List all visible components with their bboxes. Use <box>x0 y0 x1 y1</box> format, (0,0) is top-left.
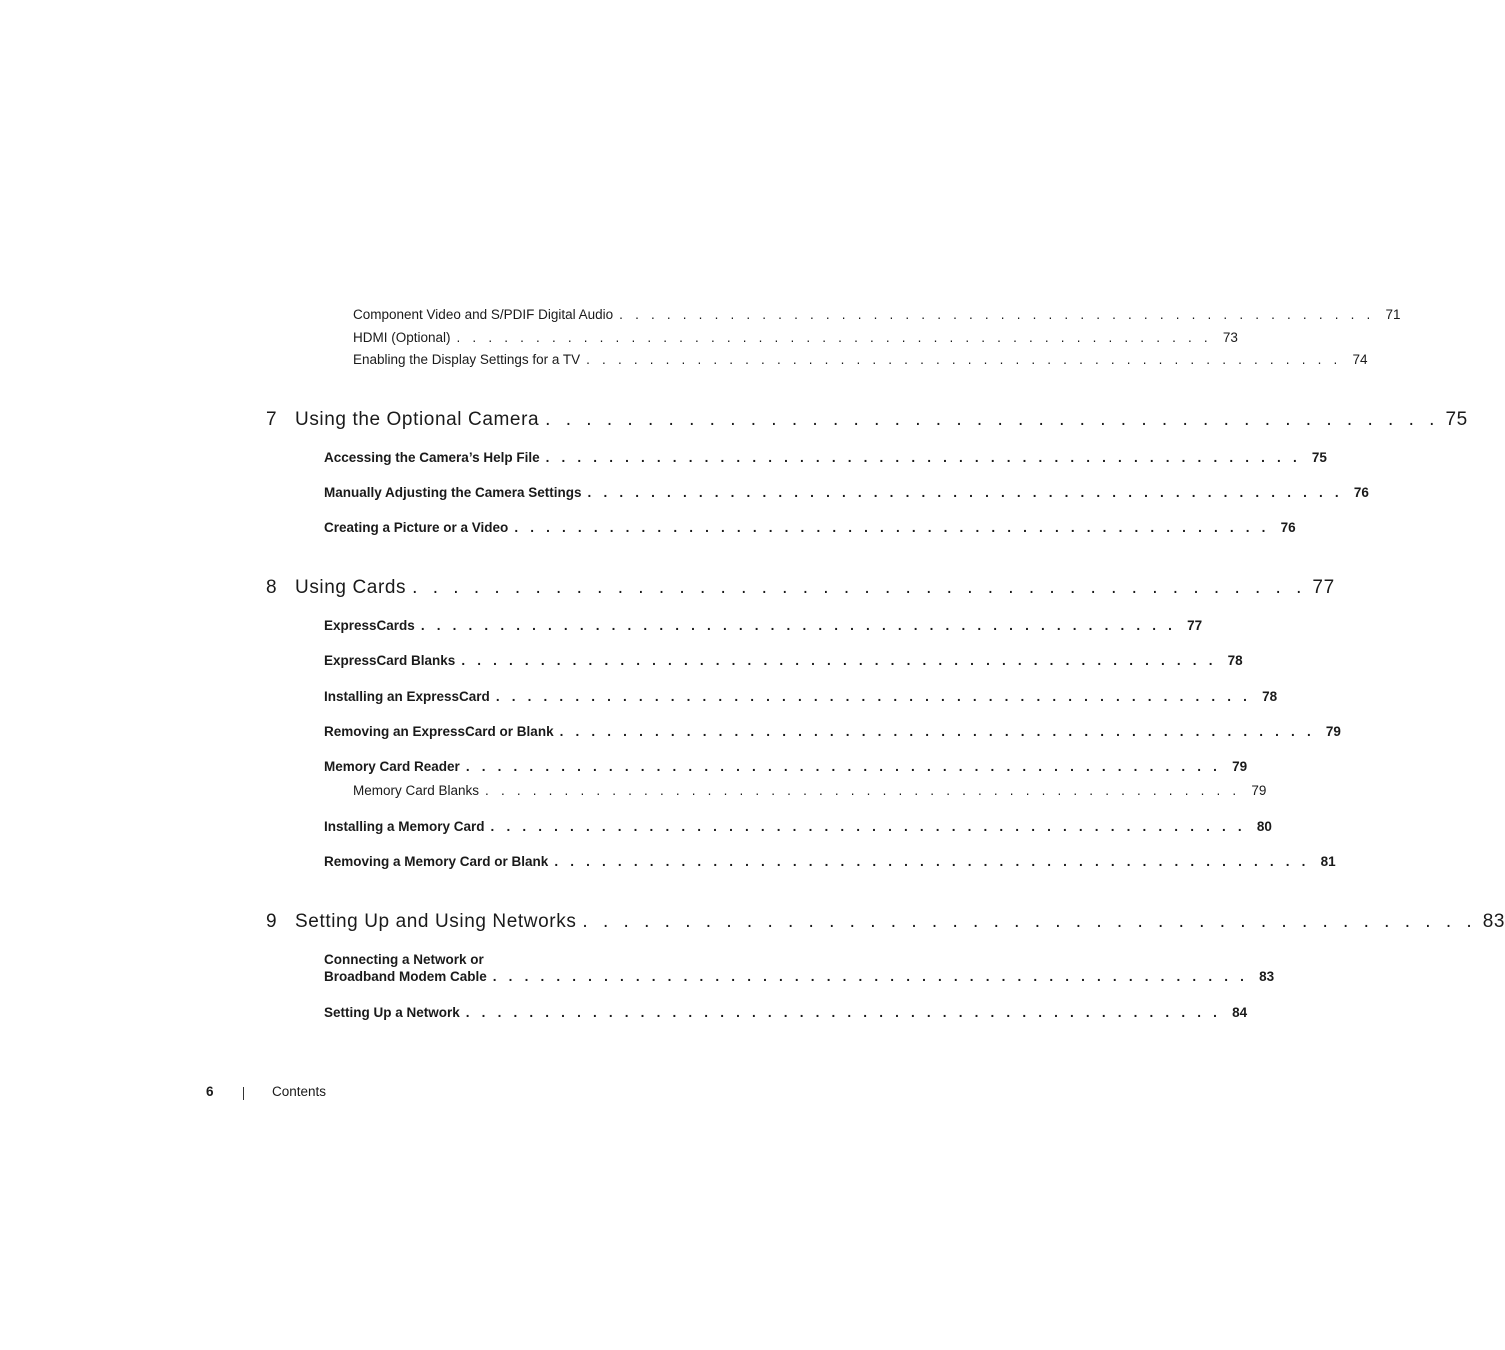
footer-page-number: 6 <box>206 1084 214 1099</box>
chapter-title: Setting Up and Using Networks <box>295 911 577 932</box>
toc-entry-page: 73 <box>1222 330 1238 345</box>
chapter-title: Using Cards <box>295 577 407 598</box>
toc-section-title: Manually Adjusting the Camera Settings <box>324 485 582 500</box>
leader-dots: . . . . . . . . . . . . . . . . . . . . . . . . . . . . . . . . . . . . . . . . . . . . . . . . <box>420 618 1177 633</box>
leader-dots: . . . . . . . . . . . . . . . . . . . . . . . . . . . . . . . . . . . . . . . . . . . . . . . . <box>619 307 1375 322</box>
toc-section-title: Setting Up a Network <box>324 1005 460 1020</box>
toc-entry-title: HDMI (Optional) <box>353 330 451 345</box>
toc-section-page: 81 <box>1320 854 1336 869</box>
leader-dots: . . . . . . . . . . . . . . . . . . . . . . . . . . . . . . . . . . . . . . . . . . . . <box>582 911 1477 932</box>
leader-dots: . . . . . . . . . . . . . . . . . . . . . . . . . . . . . . . . . . . . . . . . . . . . . . . . <box>465 1005 1222 1020</box>
leader-dots: . . . . . . . . . . . . . . . . . . . . . . . . . . . . . . . . . . . . . . . . . . . . . . . . <box>461 653 1217 668</box>
leader-dots: . . . . . . . . . . . . . . . . . . . . . . . . . . . . . . . . . . . . . . . . . . . . . . . . <box>465 759 1222 774</box>
page-footer <box>0 1084 954 1104</box>
toc-section[interactable] <box>324 689 1278 704</box>
leader-dots: . . . . . . . . . . . . . . . . . . . . . . . . . . . . . . . . . . . . . . . . . . . . . . . . <box>587 485 1343 500</box>
chapter-number: 8 <box>266 577 278 598</box>
leader-dots: . . . . . . . . . . . . . . . . . . . . . . . . . . . . . . . . . . . . . . . . . . . . . . . . <box>456 330 1212 345</box>
toc-section[interactable] <box>324 653 1243 668</box>
toc-entry[interactable] <box>353 330 1238 345</box>
toc-section-title-line1: Connecting a Network or <box>324 952 484 967</box>
leader-dots: . . . . . . . . . . . . . . . . . . . . . . . . . . . . . . . . . . . . . . . . . . . . . . . . <box>514 520 1270 535</box>
chapter-title: Using the Optional Camera <box>295 409 540 430</box>
toc-entry-title: Component Video and S/PDIF Digital Audio <box>353 307 614 322</box>
toc-section[interactable] <box>324 520 1296 535</box>
leader-dots: . . . . . . . . . . . . . . . . . . . . . . . . . . . . . . . . . . . . . . . . . . . . . . . . <box>559 724 1315 739</box>
toc-section-title: Memory Card Reader <box>324 759 460 774</box>
chapter-number: 7 <box>266 409 278 430</box>
toc-section-page: 76 <box>1280 520 1296 535</box>
toc-section[interactable] <box>324 618 1203 633</box>
toc-section[interactable] <box>324 854 1336 869</box>
toc-section-page: 79 <box>1325 724 1341 739</box>
leader-dots: . . . . . . . . . . . . . . . . . . . . . . . . . . . . . . . . . . . . . . . . . . . . . . . . <box>495 689 1252 704</box>
toc-section-title: Removing a Memory Card or Blank <box>324 854 549 869</box>
toc-entry-page: 79 <box>1251 783 1267 798</box>
toc-section[interactable] <box>324 1005 1248 1020</box>
chapter-page: 83 <box>1482 911 1505 932</box>
toc-section-page: 76 <box>1353 485 1369 500</box>
leader-dots: . . . . . . . . . . . . . . . . . . . . . . . . . . . . . . . . . . . . . . . . . . . . <box>412 577 1307 598</box>
leader-dots: . . . . . . . . . . . . . . . . . . . . . . . . . . . . . . . . . . . . . . . . . . . . <box>545 409 1440 430</box>
toc-entry-page: 74 <box>1352 352 1368 367</box>
leader-dots: . . . . . . . . . . . . . . . . . . . . . . . . . . . . . . . . . . . . . . . . . . . . . . . . <box>485 783 1241 798</box>
toc-section-page: 84 <box>1232 1005 1248 1020</box>
toc-section[interactable] <box>324 759 1248 774</box>
toc-section[interactable] <box>324 819 1272 834</box>
toc-section-page: 77 <box>1187 618 1203 633</box>
toc-section-title: Installing an ExpressCard <box>324 689 490 704</box>
chapter-page: 75 <box>1445 409 1468 430</box>
toc-section-title: Removing an ExpressCard or Blank <box>324 724 554 739</box>
toc-section-page: 78 <box>1227 653 1243 668</box>
leader-dots: . . . . . . . . . . . . . . . . . . . . . . . . . . . . . . . . . . . . . . . . . . . . . . . . <box>545 450 1301 465</box>
toc-section-page: 78 <box>1262 689 1278 704</box>
toc-entry-title: Memory Card Blanks <box>353 783 480 798</box>
chapter-heading-8[interactable] <box>266 577 1335 599</box>
footer-divider <box>243 1087 244 1100</box>
toc-section-title: Installing a Memory Card <box>324 819 485 834</box>
chapter-number: 9 <box>266 911 278 932</box>
leader-dots: . . . . . . . . . . . . . . . . . . . . . . . . . . . . . . . . . . . . . . . . . . . . . . . . <box>490 819 1246 834</box>
toc-entry-title: Enabling the Display Settings for a TV <box>353 352 581 367</box>
toc-section-title: ExpressCard Blanks <box>324 653 456 668</box>
toc-section[interactable] <box>324 485 1369 500</box>
leader-dots: . . . . . . . . . . . . . . . . . . . . . . . . . . . . . . . . . . . . . . . . . . . . . . . . <box>554 854 1310 869</box>
toc-section-page: 80 <box>1256 819 1272 834</box>
toc-section-page: 75 <box>1311 450 1327 465</box>
toc-section[interactable] <box>324 952 1275 984</box>
toc-section-title-line2: Broadband Modem Cable <box>324 969 487 984</box>
toc-entry[interactable] <box>353 783 1267 798</box>
toc-entry-page: 71 <box>1385 307 1401 322</box>
toc-section-page: 79 <box>1232 759 1248 774</box>
chapter-heading-7[interactable] <box>266 409 1468 431</box>
leader-dots: . . . . . . . . . . . . . . . . . . . . . . . . . . . . . . . . . . . . . . . . . . . . . . . . <box>492 969 1249 984</box>
toc-entry[interactable] <box>353 352 1368 367</box>
chapter-page: 77 <box>1312 577 1335 598</box>
toc-section-page: 83 <box>1259 969 1275 984</box>
toc-section-title: Creating a Picture or a Video <box>324 520 509 535</box>
chapter-heading-9[interactable] <box>266 911 1505 933</box>
toc-section[interactable] <box>324 724 1341 739</box>
footer-section-label: Contents <box>272 1084 327 1099</box>
toc-section[interactable] <box>324 450 1327 465</box>
toc-entry[interactable] <box>353 307 1401 322</box>
toc-section-title: ExpressCards <box>324 618 415 633</box>
toc-section-title: Accessing the Camera’s Help File <box>324 450 540 465</box>
leader-dots: . . . . . . . . . . . . . . . . . . . . . . . . . . . . . . . . . . . . . . . . . . . . . . . . <box>586 352 1342 367</box>
